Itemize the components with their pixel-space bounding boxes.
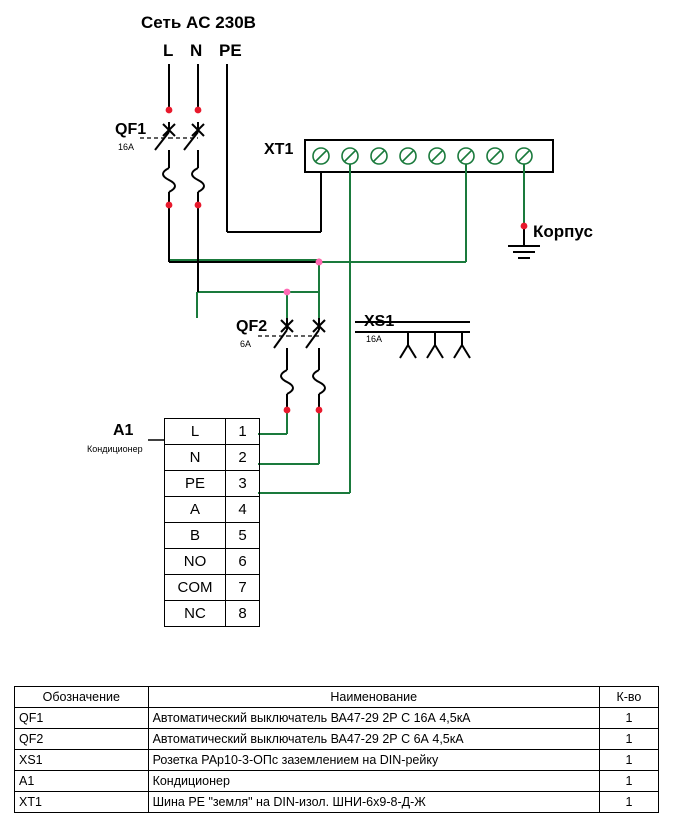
bom-cell-qty: 1: [599, 750, 658, 771]
xt1-tag: XT1: [264, 141, 294, 158]
a1-terminal-row: [165, 497, 260, 523]
bom-cell-name: Шина PE "земля" на DIN-изол. ШНИ-6х9-8-Д-Ж: [148, 792, 599, 813]
table-row: [15, 708, 659, 729]
bom-header-designation: Обозначение: [15, 687, 149, 708]
phase-label-l: L: [163, 41, 174, 60]
bom-cell-qty: 1: [599, 729, 658, 750]
xs1-tag: XS1: [364, 313, 395, 330]
bom-header: [15, 687, 659, 708]
a1-terminal-name: B: [165, 523, 226, 549]
bom-cell-designation: QF2: [15, 729, 149, 750]
a1-terminal-name: A: [165, 497, 226, 523]
a1-terminal-number: 1: [226, 419, 260, 445]
a1-terminal-rows: [165, 419, 260, 627]
table-row: [15, 750, 659, 771]
bill-of-materials: [14, 686, 659, 813]
qf1-tag: QF1: [115, 121, 147, 138]
phase-label-n: N: [190, 41, 203, 60]
table-row: [15, 729, 659, 750]
a1-subtitle: Кондиционер: [87, 444, 143, 454]
bom-cell-qty: 1: [599, 771, 658, 792]
bom-cell-designation: A1: [15, 771, 149, 792]
a1-terminal-row: [165, 471, 260, 497]
bom-header-qty: К-во: [599, 687, 658, 708]
supply-title: Сеть AC 230В: [141, 13, 256, 32]
bom-cell-designation: QF1: [15, 708, 149, 729]
a1-terminal-table: [164, 418, 260, 627]
a1-terminal-name: NO: [165, 549, 226, 575]
bom-cell-name: Кондиционер: [148, 771, 599, 792]
a1-terminal-row: [165, 445, 260, 471]
bom-cell-designation: XT1: [15, 792, 149, 813]
bom-cell-name: Автоматический выключатель ВА47-29 2Р С 6А 4,5кА: [148, 729, 599, 750]
a1-terminal-row: [165, 523, 260, 549]
a1-terminal-row: [165, 575, 260, 601]
table-row: [15, 792, 659, 813]
xs1-rating: 16A: [366, 334, 383, 344]
a1-terminal-number: 2: [226, 445, 260, 471]
qf2-tag: QF2: [236, 318, 268, 335]
a1-terminal-row: [165, 549, 260, 575]
a1-terminal-number: 8: [226, 601, 260, 627]
a1-terminal-number: 4: [226, 497, 260, 523]
bom-cell-qty: 1: [599, 792, 658, 813]
bom-cell-designation: XS1: [15, 750, 149, 771]
bom-cell-name: Розетка РАр10-3-ОПс заземлением на DIN-рейку: [148, 750, 599, 771]
phase-label-pe: PE: [219, 41, 242, 60]
enclosure-label: Корпус: [533, 222, 593, 241]
a1-terminal-row: [165, 419, 260, 445]
a1-tag: A1: [113, 422, 134, 439]
a1-terminal-number: 3: [226, 471, 260, 497]
a1-terminal-row: [165, 601, 260, 627]
qf2-rating: 6A: [240, 339, 252, 349]
a1-terminal-number: 6: [226, 549, 260, 575]
bom-header-name: Наименование: [148, 687, 599, 708]
qf1-rating: 16A: [118, 142, 135, 152]
bom-header-row: [15, 687, 659, 708]
a1-terminal-name: N: [165, 445, 226, 471]
bom-cell-name: Автоматический выключатель ВА47-29 2Р С 16А 4,5кА: [148, 708, 599, 729]
a1-terminal-name: PE: [165, 471, 226, 497]
a1-terminal-name: L: [165, 419, 226, 445]
a1-terminal-name: COM: [165, 575, 226, 601]
bom-rows: [15, 708, 659, 813]
a1-terminal-number: 7: [226, 575, 260, 601]
a1-terminal-number: 5: [226, 523, 260, 549]
table-row: [15, 771, 659, 792]
bom-cell-qty: 1: [599, 708, 658, 729]
a1-terminal-name: NC: [165, 601, 226, 627]
